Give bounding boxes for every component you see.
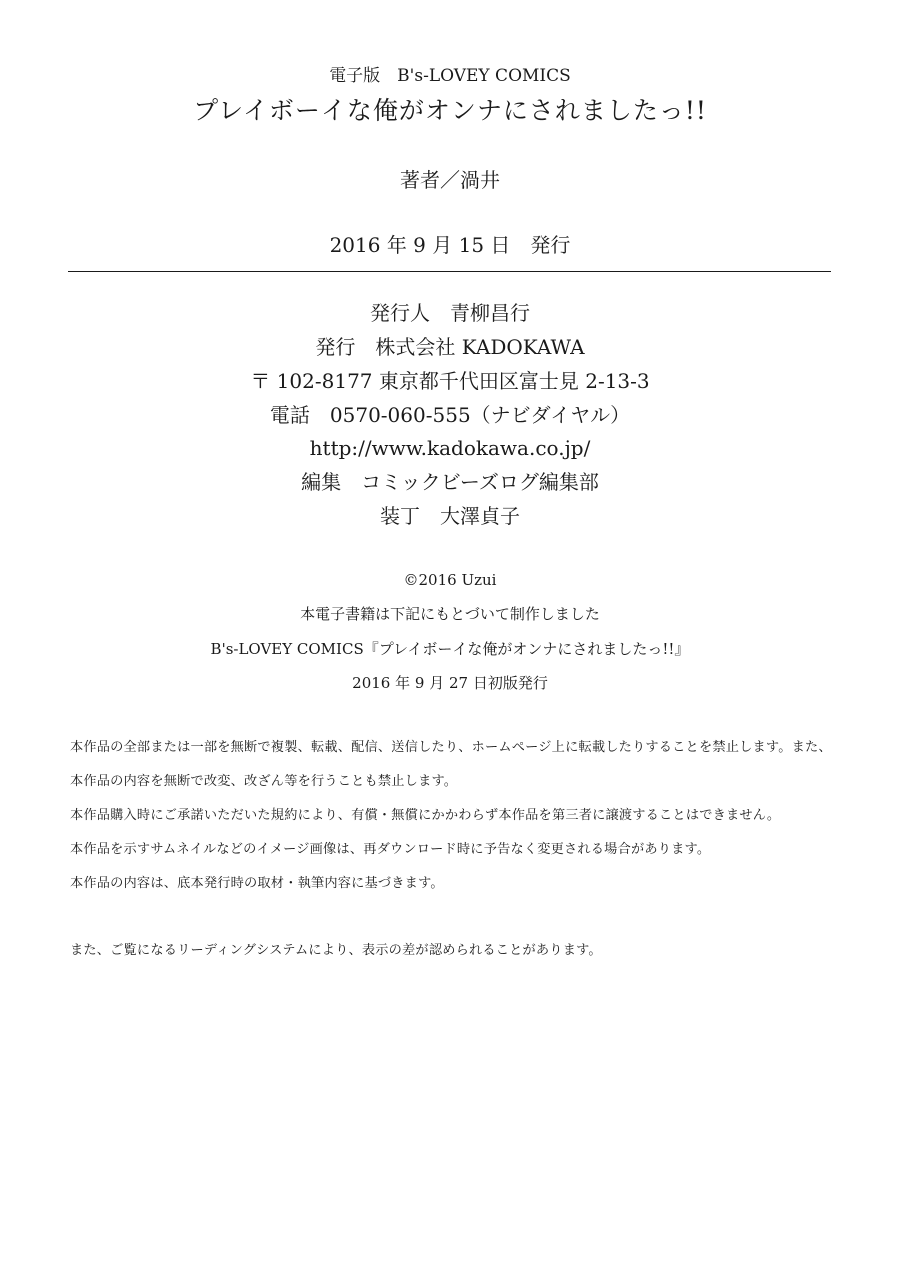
notice-line: 本作品の内容は、底本発行時の取材・執筆内容に基づきます。 (70, 876, 444, 891)
divider-rule (68, 271, 831, 272)
publication-date: 2016 年 9 月 15 日 発行 (329, 233, 571, 257)
editor-line: 編集 コミックビーズログ編集部 (301, 470, 599, 494)
notice-line: 本作品の全部または一部を無断で複製、転載、配信、送信したり、ホームページ上に転載したりすることを禁止します。また、 (70, 740, 832, 755)
first-edition-line: 2016 年 9 月 27 日初版発行 (352, 674, 548, 692)
publisher-line: 発行 株式会社 KADOKAWA (315, 335, 585, 359)
notice-line: 本作品の内容を無断で改変、改ざん等を行うことも禁止します。 (70, 774, 458, 789)
copyright-line: ©2016 Uzui (403, 571, 497, 589)
publisher-url-link[interactable]: http://www.kadokawa.co.jp/ (309, 436, 591, 460)
publisher-person-line: 発行人 青柳昌行 (370, 301, 530, 325)
basis-note-line: 本電子書籍は下記にもとづいて制作しました (300, 605, 600, 623)
book-title: プレイボーイな俺がオンナにされましたっ!! (193, 96, 707, 125)
design-line: 装丁 大澤貞子 (380, 504, 520, 528)
address-line: 〒 102-8177 東京都千代田区富士見 2-13-3 (250, 369, 650, 393)
source-title-line: B's-LOVEY COMICS『プレイボーイな俺がオンナにされましたっ!!』 (210, 640, 690, 658)
notice-line: また、ご覧になるリーディングシステムにより、表示の差が認められることがあります。 (70, 943, 602, 958)
phone-line: 電話 0570-060-555（ナビダイヤル） (269, 403, 631, 427)
author-line: 著者／渦井 (400, 168, 500, 192)
notice-line: 本作品を示すサムネイルなどのイメージ画像は、再ダウンロード時に予告なく変更される場合があります。 (70, 842, 711, 857)
notice-line: 本作品購入時にご承諾いただいた規約により、有償・無償にかかわらず本作品を第三者に譲渡することはできません。 (70, 808, 781, 823)
edition-label: 電子版 B's-LOVEY COMICS (329, 66, 571, 86)
